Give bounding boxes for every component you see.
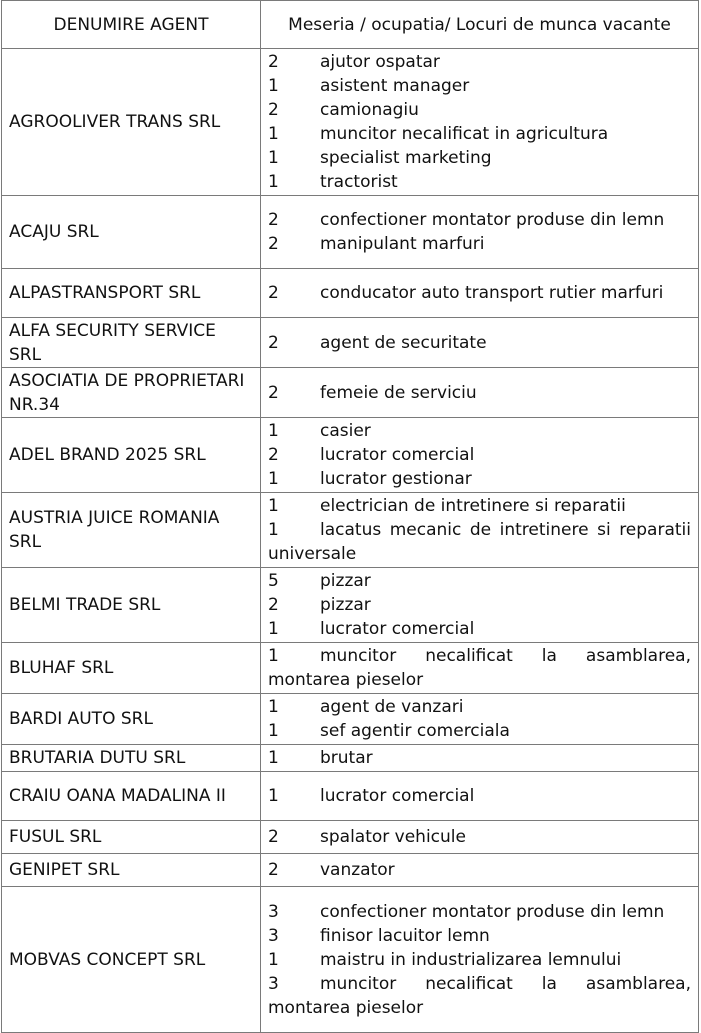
- job-item: [268, 494, 691, 518]
- job-list: [261, 568, 699, 643]
- job-list: [261, 694, 699, 745]
- table-body: [2, 49, 699, 1033]
- job-item: [268, 419, 691, 443]
- agent-name: FUSUL SRL: [2, 821, 261, 854]
- table-row: [2, 568, 699, 643]
- table-row: [2, 368, 699, 418]
- job-title: lucrator comercial: [320, 619, 475, 639]
- job-item: [268, 232, 691, 256]
- job-item: [268, 74, 691, 98]
- agent-name: GENIPET SRL: [2, 854, 261, 887]
- job-item: [268, 518, 691, 566]
- job-title: brutar: [320, 748, 373, 768]
- job-quantity: 2: [268, 283, 279, 303]
- job-list: [261, 49, 699, 196]
- job-quantity: 1: [268, 619, 279, 639]
- job-item: [268, 381, 691, 405]
- job-title: agent de securitate: [320, 332, 487, 353]
- agent-name: ALPASTRANSPORT SRL: [2, 269, 261, 318]
- agent-name: BARDI AUTO SRL: [2, 694, 261, 745]
- job-title: maistru in industrializarea lemnului: [320, 949, 622, 970]
- job-item: [268, 948, 691, 972]
- job-list: [261, 821, 699, 854]
- job-title: muncitor necalificat in agricultura: [320, 124, 609, 144]
- job-item: [268, 569, 691, 593]
- agent-name: ADEL BRAND 2025 SRL: [2, 418, 261, 493]
- job-item: [268, 122, 691, 146]
- job-quantity: 3: [268, 925, 279, 946]
- job-vacancies-table: [1, 0, 699, 1033]
- job-item: [268, 719, 691, 743]
- job-item: [268, 644, 691, 692]
- job-quantity: 2: [268, 234, 279, 254]
- job-quantity: 1: [268, 421, 279, 441]
- job-title: ajutor ospatar: [320, 52, 440, 72]
- job-title: lucrator comercial: [320, 445, 475, 465]
- table-row: [2, 196, 699, 269]
- job-quantity: 1: [268, 949, 279, 970]
- job-title: confectioner montator produse din lemn: [320, 901, 665, 922]
- job-list: [261, 368, 699, 418]
- job-title: electrician de intretinere si reparatii: [320, 496, 626, 516]
- job-quantity: 1: [268, 697, 279, 717]
- job-quantity: 2: [268, 210, 279, 230]
- job-list: [261, 418, 699, 493]
- job-title: manipulant marfuri: [320, 234, 485, 254]
- job-quantity: 2: [268, 100, 279, 120]
- agent-name: ALFA SECURITY SERVICE SRL: [2, 318, 261, 368]
- agent-name: BRUTARIA DUTU SRL: [2, 745, 261, 772]
- job-quantity: 2: [268, 332, 279, 353]
- table-row: [2, 49, 699, 196]
- table-row: [2, 694, 699, 745]
- job-title: tractorist: [320, 172, 398, 192]
- table-row: [2, 821, 699, 854]
- table-row: [2, 772, 699, 821]
- job-item: [268, 972, 691, 1020]
- job-item: [268, 281, 691, 305]
- table-row: [2, 643, 699, 694]
- job-quantity: 1: [268, 148, 279, 168]
- table-row: [2, 318, 699, 368]
- job-title: specialist marketing: [320, 148, 492, 168]
- job-quantity: 1: [268, 520, 279, 540]
- job-title: agent de vanzari: [320, 697, 464, 717]
- job-item: [268, 50, 691, 74]
- job-item: [268, 98, 691, 122]
- job-title: muncitor necalificat la asamblarea, montarea pieselor: [268, 973, 691, 1018]
- agent-name: ASOCIATIA DE PROPRIETARI NR.34: [2, 368, 261, 418]
- job-quantity: 1: [268, 469, 279, 489]
- header-agent: DENUMIRE AGENT: [2, 1, 261, 49]
- job-title: vanzator: [320, 860, 395, 880]
- job-list: [261, 854, 699, 887]
- table-row: [2, 854, 699, 887]
- job-title: pizzar: [320, 571, 371, 591]
- job-list: [261, 643, 699, 694]
- job-title: lucrator comercial: [320, 786, 475, 806]
- job-item: [268, 900, 691, 924]
- table-row: [2, 887, 699, 1033]
- job-item: [268, 443, 691, 467]
- job-title: camionagiu: [320, 100, 419, 120]
- job-item: [268, 331, 691, 355]
- job-list: [261, 196, 699, 269]
- job-item: [268, 208, 691, 232]
- job-title: spalator vehicule: [320, 827, 466, 847]
- agent-name: BELMI TRADE SRL: [2, 568, 261, 643]
- agent-name: AUSTRIA JUICE ROMANIA SRL: [2, 493, 261, 568]
- job-item: [268, 784, 691, 808]
- job-quantity: 2: [268, 860, 279, 880]
- job-title: muncitor necalificat la asamblarea, montarea pieselor: [268, 646, 691, 690]
- table-row: [2, 493, 699, 568]
- job-title: finisor lacuitor lemn: [320, 925, 490, 946]
- table-row: [2, 269, 699, 318]
- job-item: [268, 593, 691, 617]
- job-list: [261, 269, 699, 318]
- job-list: [261, 318, 699, 368]
- job-quantity: 1: [268, 76, 279, 96]
- job-quantity: 2: [268, 827, 279, 847]
- agent-name: BLUHAF SRL: [2, 643, 261, 694]
- agent-name: ACAJU SRL: [2, 196, 261, 269]
- job-title: confectioner montator produse din lemn: [320, 210, 665, 230]
- job-item: [268, 695, 691, 719]
- job-quantity: 2: [268, 595, 279, 615]
- job-list: [261, 887, 699, 1033]
- job-quantity: 2: [268, 445, 279, 465]
- job-item: [268, 617, 691, 641]
- job-quantity: 1: [268, 646, 279, 666]
- job-title: casier: [320, 421, 371, 441]
- job-quantity: 1: [268, 172, 279, 192]
- job-quantity: 3: [268, 901, 279, 922]
- job-quantity: 2: [268, 382, 279, 403]
- header-jobs: Meseria / ocupatia/ Locuri de munca vacante: [261, 1, 699, 49]
- job-quantity: 5: [268, 571, 279, 591]
- job-title: lucrator gestionar: [320, 469, 472, 489]
- job-list: [261, 745, 699, 772]
- job-item: [268, 746, 691, 770]
- job-item: [268, 858, 691, 882]
- job-list: [261, 772, 699, 821]
- job-item: [268, 146, 691, 170]
- agent-name: CRAIU OANA MADALINA II: [2, 772, 261, 821]
- job-item: [268, 467, 691, 491]
- job-item: [268, 825, 691, 849]
- job-quantity: 1: [268, 748, 279, 768]
- table-row: [2, 745, 699, 772]
- agent-name: AGROOLIVER TRANS SRL: [2, 49, 261, 196]
- job-title: asistent manager: [320, 76, 470, 96]
- table-row: [2, 418, 699, 493]
- job-title: conducator auto transport rutier marfuri: [320, 283, 664, 303]
- job-title: pizzar: [320, 595, 371, 615]
- job-quantity: 2: [268, 52, 279, 72]
- job-quantity: 1: [268, 786, 279, 806]
- job-quantity: 1: [268, 496, 279, 516]
- job-title: lacatus mecanic de intretinere si reparatii universale: [268, 520, 691, 564]
- header-row: [2, 1, 699, 49]
- job-title: femeie de serviciu: [320, 382, 477, 403]
- agent-name: MOBVAS CONCEPT SRL: [2, 887, 261, 1033]
- job-quantity: 3: [268, 973, 279, 994]
- job-title: sef agentir comerciala: [320, 721, 510, 741]
- job-item: [268, 924, 691, 948]
- job-quantity: 1: [268, 124, 279, 144]
- job-item: [268, 170, 691, 194]
- job-list: [261, 493, 699, 568]
- job-quantity: 1: [268, 721, 279, 741]
